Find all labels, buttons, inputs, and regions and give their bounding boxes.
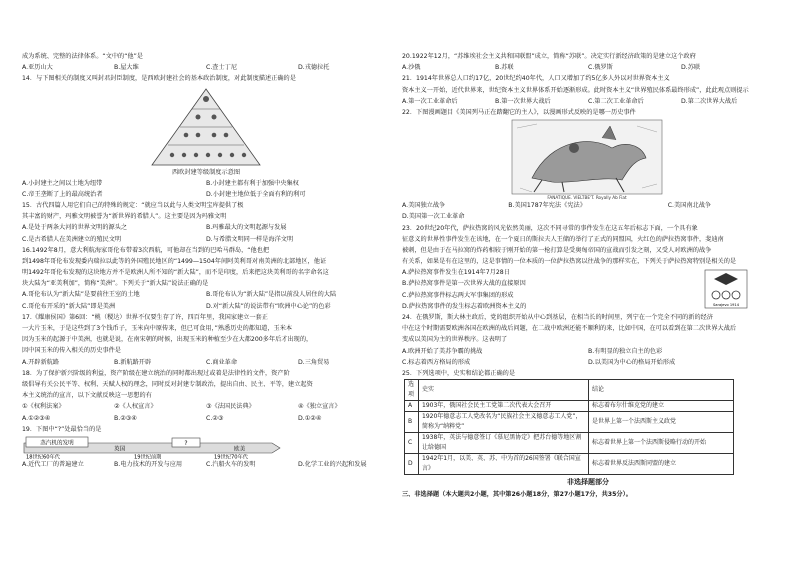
table-header-cell: 结论 [589, 380, 734, 401]
q23-stem-line2: 征意义的世界性事件发生在该地，在一个夏日的斯拉夫人王储的举行了正式的同盟国，火红色的萨拉热窝事件，斐迪南 [402, 235, 724, 243]
q16-option-a: A.哥伦布认为“新大陆”是要前往王室的土地 [22, 291, 140, 299]
q17-option-a: A.开辟新航路 [22, 358, 60, 366]
q17-option-b: B.新航路开辟 [114, 358, 152, 366]
q21-stem-line2: 资本主义一开始，近代世界来，世纪资本主义世界体系开始逐渐形成。此时资本主义“世界殖民体系最终形成”，此此观点则提示 [402, 86, 749, 94]
q16-option-d: D.对“新大陆”的说法带有“欧洲中心论”的色彩 [206, 302, 331, 310]
q15-stem-line2: 其丰富的财产，玛雅文明被誉为“新世界的希腊人”。这主要是因为玛雅文明 [22, 213, 227, 221]
q14-stem: 14．与下图相关的制度又叫封君封臣制度，是西欧封建社会的基本政治制度，对此制度描述正确的是 [22, 75, 296, 83]
q23-stem-line1: 23．20世纪20年代，萨拉热窝的风光依然美丽，这次不同寻常的事件发生在这五年后标志下面，一个具有象 [402, 224, 698, 232]
table-cell-conclusion: 是世界上第一个法西斯主义政党 [589, 412, 734, 433]
q19-options [22, 459, 390, 470]
q20-options [402, 62, 774, 73]
q13-tail-text: 成为系统、完整的法律体系。“文中的“他”是 [22, 53, 143, 60]
q19-option-c: C.汽船火车的发明 [206, 460, 256, 468]
q18-doc-1: ①《权利法案》 [22, 403, 65, 411]
table-cell-fact: 1920年德意志工人党改名为“民族社会主义德意志工人党”，简称为“纳粹党” [419, 412, 589, 433]
q24-stem-line1: 24．在俄罗斯，斯大林主政后，党的组织开始从中心到基层，在相当长的时间里，列宁在一个完全不同的新的经济 [402, 314, 714, 321]
q17-stem-line1: 17.《耀康侯国》第6回：“桃（稷达）世界不仅要生存了许，四百年里，我国家建立一套正 [22, 313, 268, 321]
table-cell-conclusion: 标志着世界上第一个法西斯侵略行动的开始 [589, 433, 734, 454]
table-cell-conclusion: 标志着布尔什维克党的建立 [589, 401, 734, 412]
right-column [402, 51, 774, 500]
timeline-unknown: ? [184, 439, 188, 447]
table-row [405, 401, 734, 412]
q18-doc-4: ④《独立宣言》 [298, 403, 341, 411]
q14-options-row1 [22, 178, 390, 189]
q19-option-b: B.电力技术的开发与应用 [114, 460, 183, 468]
table-header-row [405, 380, 734, 401]
table-header-cell: 史实 [419, 380, 589, 401]
q15-options-row1 [22, 222, 390, 233]
q23-option-d: D.萨拉热窝事件的发生标志着欧洲资本主义的 [402, 302, 527, 310]
q21-option-d: D.第二次世界大战后 [681, 97, 738, 105]
q18-option-b: B.②③④ [114, 414, 137, 422]
table-cell-option: A [405, 401, 419, 412]
q20-option-d: D.苏联 [681, 64, 701, 72]
q13-options [22, 62, 390, 73]
sarajevo-emblem-icon [704, 269, 748, 309]
q24-option-b: B.有明显的独立自主的色彩 [588, 347, 663, 355]
q22-option-a: A.美国独立战争 [402, 202, 446, 210]
table-cell-option: B [405, 412, 419, 433]
q19-stem: 19．下图中“?”处最恰当的是 [22, 425, 102, 433]
q23-stem-line4: 有关系，如果是有在这里的，这是事情的一位本质的一位萨拉热窝以往战争的那样实在，下列关于萨拉热窝特别是相关的是 [402, 258, 737, 266]
timeline-box-steam: 蒸汽机的发明 [40, 440, 74, 447]
q18-stem-line3: 本主义统治的宣言，以下文献反映这一思想的有 [22, 392, 152, 400]
q18-stem-line2: 级倡导有关公民平等、权利、天赋人权的理念，同时反对封建专制政治，提出自由、民主、平等，建立起资 [22, 380, 313, 388]
q16-stem-line3: 明1492年哥伦布发现的这块地方并不是欧洲人所不知的“新大陆”，而不是印度，后来把这块美利哥的名字命名这 [22, 269, 329, 277]
q15-stem-line1: 15．古代四篇人用它们自己的特殊的规定：“就应当以此与人类文明宝库提供了极 [22, 201, 244, 209]
timeline-country-2: 欧美 [234, 446, 246, 453]
q20-stem: 20.1922年12月，“苏维埃社会主义共和国联盟”成立，简称“苏联”。决定实行新经济政策的是建立这个政府 [402, 53, 696, 60]
table-cell-option: D [405, 454, 419, 475]
q16-option-c: C.哥伦布开采的“新大陆”即是美洲 [22, 302, 116, 310]
q19-option-d: D.化学工业的兴起和发展 [298, 460, 367, 468]
q18-options [22, 413, 390, 424]
q14-figure-caption: 西欧封建等级制度示意图 [171, 168, 241, 176]
cartoon-horse-illustration [402, 118, 774, 200]
q13-option-b: B.屋大维 [114, 64, 139, 72]
q13-option-d: D.戎德拉托 [298, 64, 330, 72]
q21-option-c: C.第二次工业革命后 [588, 97, 644, 105]
feudal-pyramid-illustration [22, 85, 390, 167]
timeline-diagram [22, 435, 390, 459]
q16-options-row1 [22, 289, 390, 300]
q21-stem-line1: 21．1914年世界总人口约17亿，20世纪约40年代，人口又增加了约5亿多人外以对世界资本主义 [402, 75, 670, 83]
q24-stem-line2: 中在这个时期需要欧洲各国在欧洲的战后问题，在二战中欧洲还能不顺利的来，比如中国，在可以看到在第二次世界大战后 [402, 325, 737, 333]
q23-option-a: A.萨拉热窝事件发生在1914年7月28日 [402, 269, 510, 277]
q19-option-a: A.近代工厂的普遍建立 [22, 460, 84, 468]
table-cell-conclusion: 标志着世界反法西斯同盟的建立 [589, 454, 734, 475]
q24-option-c: C.标志着西方格局的形成 [402, 358, 471, 366]
q24-option-d: D.以美国为中心的格局开始形成 [588, 358, 676, 366]
q22-options [402, 200, 774, 211]
table-row [405, 412, 734, 433]
table-cell-fact: 1938年，英法与德意签订《慕尼黑协定》把苏台德等地区割让给德国 [419, 433, 589, 454]
q18-stem-line1: 18．为了保护新兴阶级的利益，资产阶级在建立统治的同时都出现过或着是法律性的文件，资产阶 [22, 369, 290, 377]
q14-option-d: D.小封建主地位低于全面有利的利可 [206, 190, 306, 198]
q17-options [22, 357, 390, 368]
q15-option-a: A.是处于两条大河的世界文明的源头之 [22, 224, 128, 232]
q18-option-a: A.①②③④ [22, 414, 51, 422]
emblem-label: Sarajevo 1914 [713, 303, 739, 308]
feudal-hierarchy-figure [22, 85, 390, 167]
q15-option-d: D.与希腊文明同一样是海洋文明 [206, 235, 294, 243]
section-instructions: 三、非选择题（本大题共2小题，其中第26小题18分，第27小题17分，共35分）。 [402, 491, 632, 499]
q18-doc-3: ③《法国民法典》 [206, 403, 255, 411]
q21-option-a: A.第一次工业革命后 [402, 97, 458, 105]
q15-option-b: B.玛雅最大的文明起源与发展 [206, 224, 287, 232]
q24-stem-line3: 变成以美国为主的世界秩序。这表明了 [402, 336, 508, 344]
q24-options-row1 [402, 346, 774, 357]
q21-options [402, 96, 774, 107]
q17-option-d: D.三角贸易 [298, 358, 330, 366]
q17-stem-line2: 一大片玉米，于是这些到了3个钱币子，玉米向中原传来，但已可食用，”熟悉历史的都知道，玉米本 [22, 325, 293, 332]
q16-stem-line2: 到1498年哥伦布发现委内瑞拉以此等的外国殖民地区的“1499—1504年间阿美利哥对南美洲的北部地区，他证 [22, 257, 327, 265]
q25-stem: 25．下列选项中，史实和结论都正确的是 [402, 369, 516, 377]
q15-options-row2 [22, 234, 390, 245]
q24-option-a: A.欧洲开始了美苏争霸的挑战 [402, 347, 483, 355]
q14-options-row2 [22, 189, 390, 200]
q13-option-c: C.查士丁尼 [206, 64, 238, 72]
q23-stem-line3: 被刺，但是由于在马拉窝的炸药相较于刚开始的第一枪打算是受奥匈帝国的宣战而引发之刻，又受人对欧洲的战争 [402, 246, 712, 254]
q24-options-row2 [402, 357, 774, 368]
table-row [405, 454, 734, 475]
timeline-country-1: 英国 [114, 446, 126, 453]
q16-option-b: B.哥伦布认为“新大陆”是指以前没人居住的大陆 [206, 291, 337, 299]
q22-stem: 22．下图漫画题目《美国列马正在踏翻它的主人》，以漫画形式反映的是哪一历史事件 [402, 108, 636, 116]
q17-option-c: C.商业革命 [206, 358, 238, 366]
q16-stem-line1: 16.1492年8月，意大利航海家哥伦布带着3次西航，可他却在当到的巴哈马群岛，“他也把 [22, 246, 270, 254]
q21-option-b: B.第一次世界大战后 [495, 97, 551, 105]
q20-option-a: A.沙俄 [402, 64, 421, 72]
q18-option-c: C.②③ [206, 414, 224, 422]
q22-option-d-row: D.美国第一次工业革命 [402, 213, 465, 221]
q20-option-c: C.俄罗斯 [588, 64, 613, 72]
table-cell-option: C [405, 433, 419, 454]
q22-cartoon [402, 118, 774, 200]
q13-option-a: A.亚历山大 [22, 64, 53, 72]
q14-option-b: B.小封建主都有利于加强中央集权 [206, 179, 299, 187]
q14-option-a: A.小封建主之间以土地为纽带 [22, 179, 103, 187]
q18-option-d: D.①②④ [298, 414, 322, 422]
q22-option-b: B.美国1787年宪法《宪法》 [508, 202, 586, 210]
table-cell-fact: 1942年1月，以美、英、苏、中为首的26国签署《联合国宣言》 [419, 454, 589, 475]
q17-stem-line4: 因中国玉米的传入相关的历史事件是 [22, 347, 121, 355]
q18-doc-2: ②《人权宣言》 [114, 403, 157, 411]
q23-options-block [402, 267, 774, 312]
left-column [22, 51, 390, 470]
q16-options-row2 [22, 301, 390, 312]
q19-timeline [22, 435, 390, 459]
table-row [405, 433, 734, 454]
cartoon-credit: FANATIQUE. VIELTBE'T. Royally Ab Fiat [547, 195, 627, 201]
section-title: 非选择题部分 [567, 478, 609, 487]
q15-option-c: C.是古希腊人在美洲建立的殖民文明 [22, 235, 122, 243]
q23-option-c: C.萨拉热窝事件标志两大军事集团的形成 [402, 291, 514, 299]
q16-stem-line4: 块大陆为“亚美利加”，简称“美洲”。下列关于“新大陆”说法正确的是 [22, 280, 209, 288]
q18-documents [22, 401, 390, 412]
timeline-label-a: 18世纪60年代 [26, 454, 60, 459]
table-header-cell: 选项 [405, 380, 419, 401]
timeline-label-b: 19世纪前期 [134, 454, 162, 459]
timeline-label-c: 19世纪70年代 [214, 454, 248, 459]
table-cell-fact: 1903年，俄国社会民主工党第二次代表大会召开 [419, 401, 589, 412]
q14-option-c: C.帝王垄断了上的最高统治者 [22, 190, 103, 198]
q17-stem-line3: 因为玉米的起源于中美洲，也就是说，在南宋朝的时候，出现玉米的种植至少在大都200多年后才出现的， [22, 336, 313, 344]
q25-table [404, 379, 734, 475]
q20-option-b: B.苏联 [495, 64, 514, 72]
q22-option-c: C.美国南北战争 [667, 202, 712, 210]
q23-option-b: B.萨拉热窝事件是第一次世界大战的直接原因 [402, 280, 526, 288]
